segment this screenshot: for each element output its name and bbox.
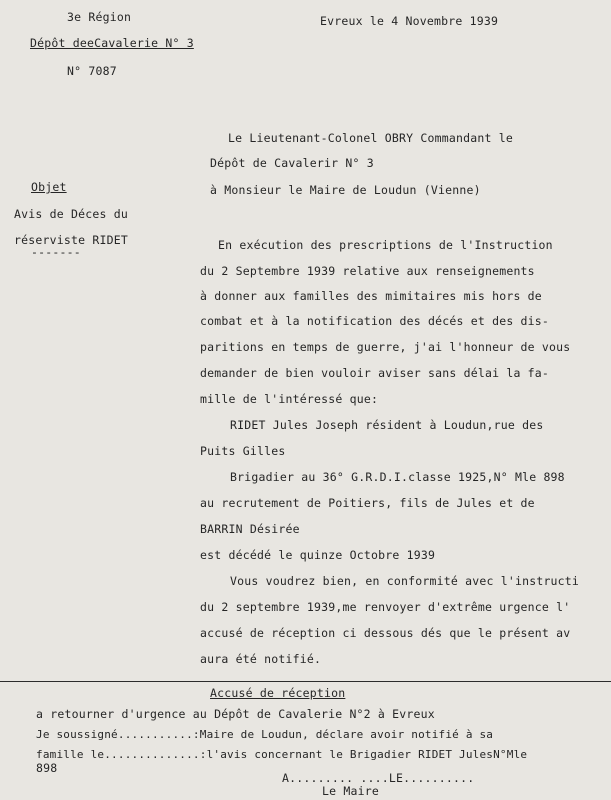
sender-line-2: Dépôt de Cavalerir N° 3 (210, 156, 374, 170)
body-line: aura été notifié. (200, 652, 322, 666)
mayor-signature-label: Le Maire (322, 784, 379, 798)
body-line: combat et à la notification des décés et des dis- (200, 314, 550, 328)
receipt-place-date: A......... ....LE.......... (282, 771, 475, 785)
object-line-2: réserviste RIDET (14, 233, 128, 247)
sender-line-1: Le Lieutenant-Colonel OBRY Commandant le (228, 131, 513, 145)
body-line: demander de bien vouloir aviser sans délai la fa- (200, 366, 550, 380)
receipt-line-1: a retourner d'urgence au Dépôt de Cavalerie N°2 à Evreux (36, 707, 435, 721)
body-line: Vous voudrez bien, en conformité avec l'instructi (230, 574, 580, 588)
body-line: est décédé le quinze Octobre 1939 (200, 548, 436, 562)
place-date: Evreux le 4 Novembre 1939 (320, 14, 499, 28)
body-line: à donner aux familles des mimitaires mis hors de (200, 289, 542, 303)
region-label: 3e Région (67, 10, 132, 24)
object-line-1: Avis de Déces du (14, 207, 128, 221)
recipient-line: à Monsieur le Maire de Loudun (Vienne) (210, 183, 481, 197)
section-divider (0, 681, 611, 682)
body-line: Brigadier au 36° G.R.D.I.classe 1925,N° Mle 898 (230, 470, 565, 484)
body-line: du 2 Septembre 1939 relative aux renseignements (200, 264, 535, 278)
body-line: En exécution des prescriptions de l'Instruction (218, 238, 553, 252)
body-line: au recrutement de Poitiers, fils de Jules et de (200, 496, 535, 510)
body-line: BARRIN Désirée (200, 522, 300, 536)
object-dashes: ------- (31, 245, 81, 259)
body-line: Puits Gilles (200, 444, 286, 458)
receipt-title: Accusé de réception (210, 686, 346, 700)
body-line: mille de l'intéressé que: (200, 392, 379, 406)
body-line: du 2 septembre 1939,me renvoyer d'extrême urgence l' (200, 600, 571, 614)
receipt-line-3: famille le..............:l'avis concernant le Brigadier RIDET JulesN°Mle (36, 748, 528, 761)
reference-number: N° 7087 (67, 64, 117, 78)
receipt-line-4: 898 (36, 761, 58, 775)
object-heading: Objet (31, 180, 67, 194)
body-line: paritions en temps de guerre, j'ai l'honneur de vous (200, 340, 571, 354)
body-line: accusé de réception ci dessous dés que le présent av (200, 626, 571, 640)
receipt-line-2: Je soussigné...........:Maire de Loudun, déclare avoir notifié à sa (36, 728, 494, 741)
depot-label: Dépôt deeCavalerie N° 3 (30, 36, 194, 50)
body-line: RIDET Jules Joseph résident à Loudun,rue des (230, 418, 544, 432)
